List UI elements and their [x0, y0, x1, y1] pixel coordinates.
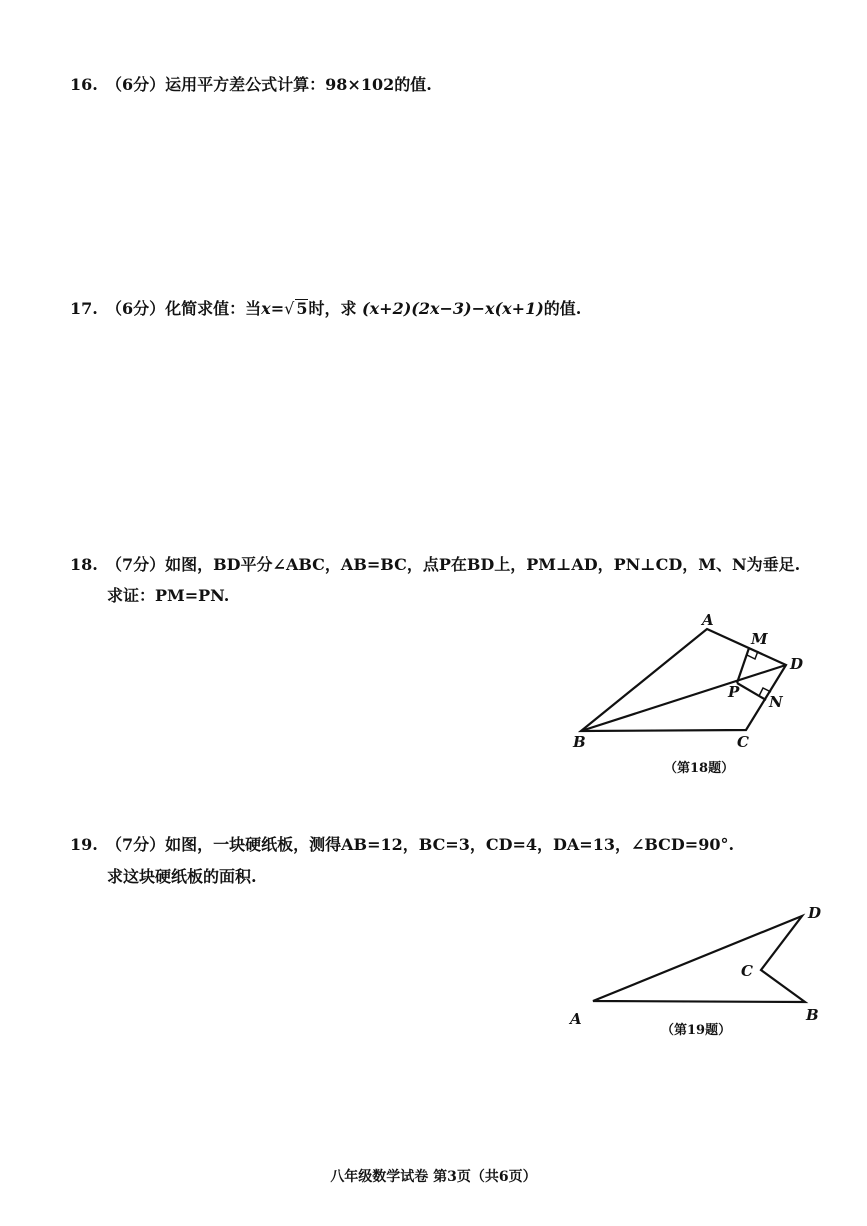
label-p: P [728, 683, 740, 701]
radical-sign: √ [284, 299, 295, 318]
question-number: 16. [70, 75, 98, 94]
question-points: （6分） [106, 75, 166, 94]
label-d: D [808, 904, 822, 922]
question-points: （7分） [106, 555, 166, 574]
question-text: 如图，BD平分∠ABC，AB=BC，点P在BD上，PM⊥AD，PN⊥CD，M、N为垂足. [165, 555, 801, 574]
label-a: A [702, 611, 714, 629]
question-points: （6分） [106, 299, 166, 318]
question-text-pre: 化简求值：当 [165, 299, 262, 318]
question-text-post: 的值. [543, 299, 582, 318]
label-d: D [790, 655, 804, 673]
quadrilateral-abcd [593, 916, 805, 1002]
label-m: M [751, 630, 768, 648]
label-a: A [570, 1010, 582, 1028]
figure-caption: （第19题） [661, 1023, 732, 1038]
label-b: B [806, 1006, 819, 1024]
question-18-line2: 求证：PM=PN. [107, 586, 230, 605]
label-c: C [741, 962, 753, 980]
question-text-mid: 时，求 [308, 299, 357, 318]
variable-x: x [261, 299, 271, 318]
expression: (x+2)(2x−3)−x(x+1) [362, 299, 544, 318]
label-c: C [737, 733, 749, 751]
question-19-line2: 求这块硬纸板的面积. [107, 867, 257, 886]
label-b: B [573, 733, 586, 751]
figure-caption: （第18题） [664, 761, 735, 776]
question-number: 19. [70, 835, 98, 854]
radicand: 5 [296, 299, 308, 318]
question-number: 17. [70, 299, 98, 318]
page-footer: 八年级数学试卷 第3页（共6页） [330, 1169, 537, 1185]
label-n: N [769, 693, 783, 711]
question-text: 如图，一块硬纸板，测得AB=12，BC=3，CD=4，DA=13，∠BCD=90°. [165, 835, 735, 854]
question-points: （7分） [106, 835, 166, 854]
question-number: 18. [70, 555, 98, 574]
question-text: 运用平方差公式计算：98×102的值. [165, 75, 432, 94]
equals-sign: = [270, 299, 285, 318]
